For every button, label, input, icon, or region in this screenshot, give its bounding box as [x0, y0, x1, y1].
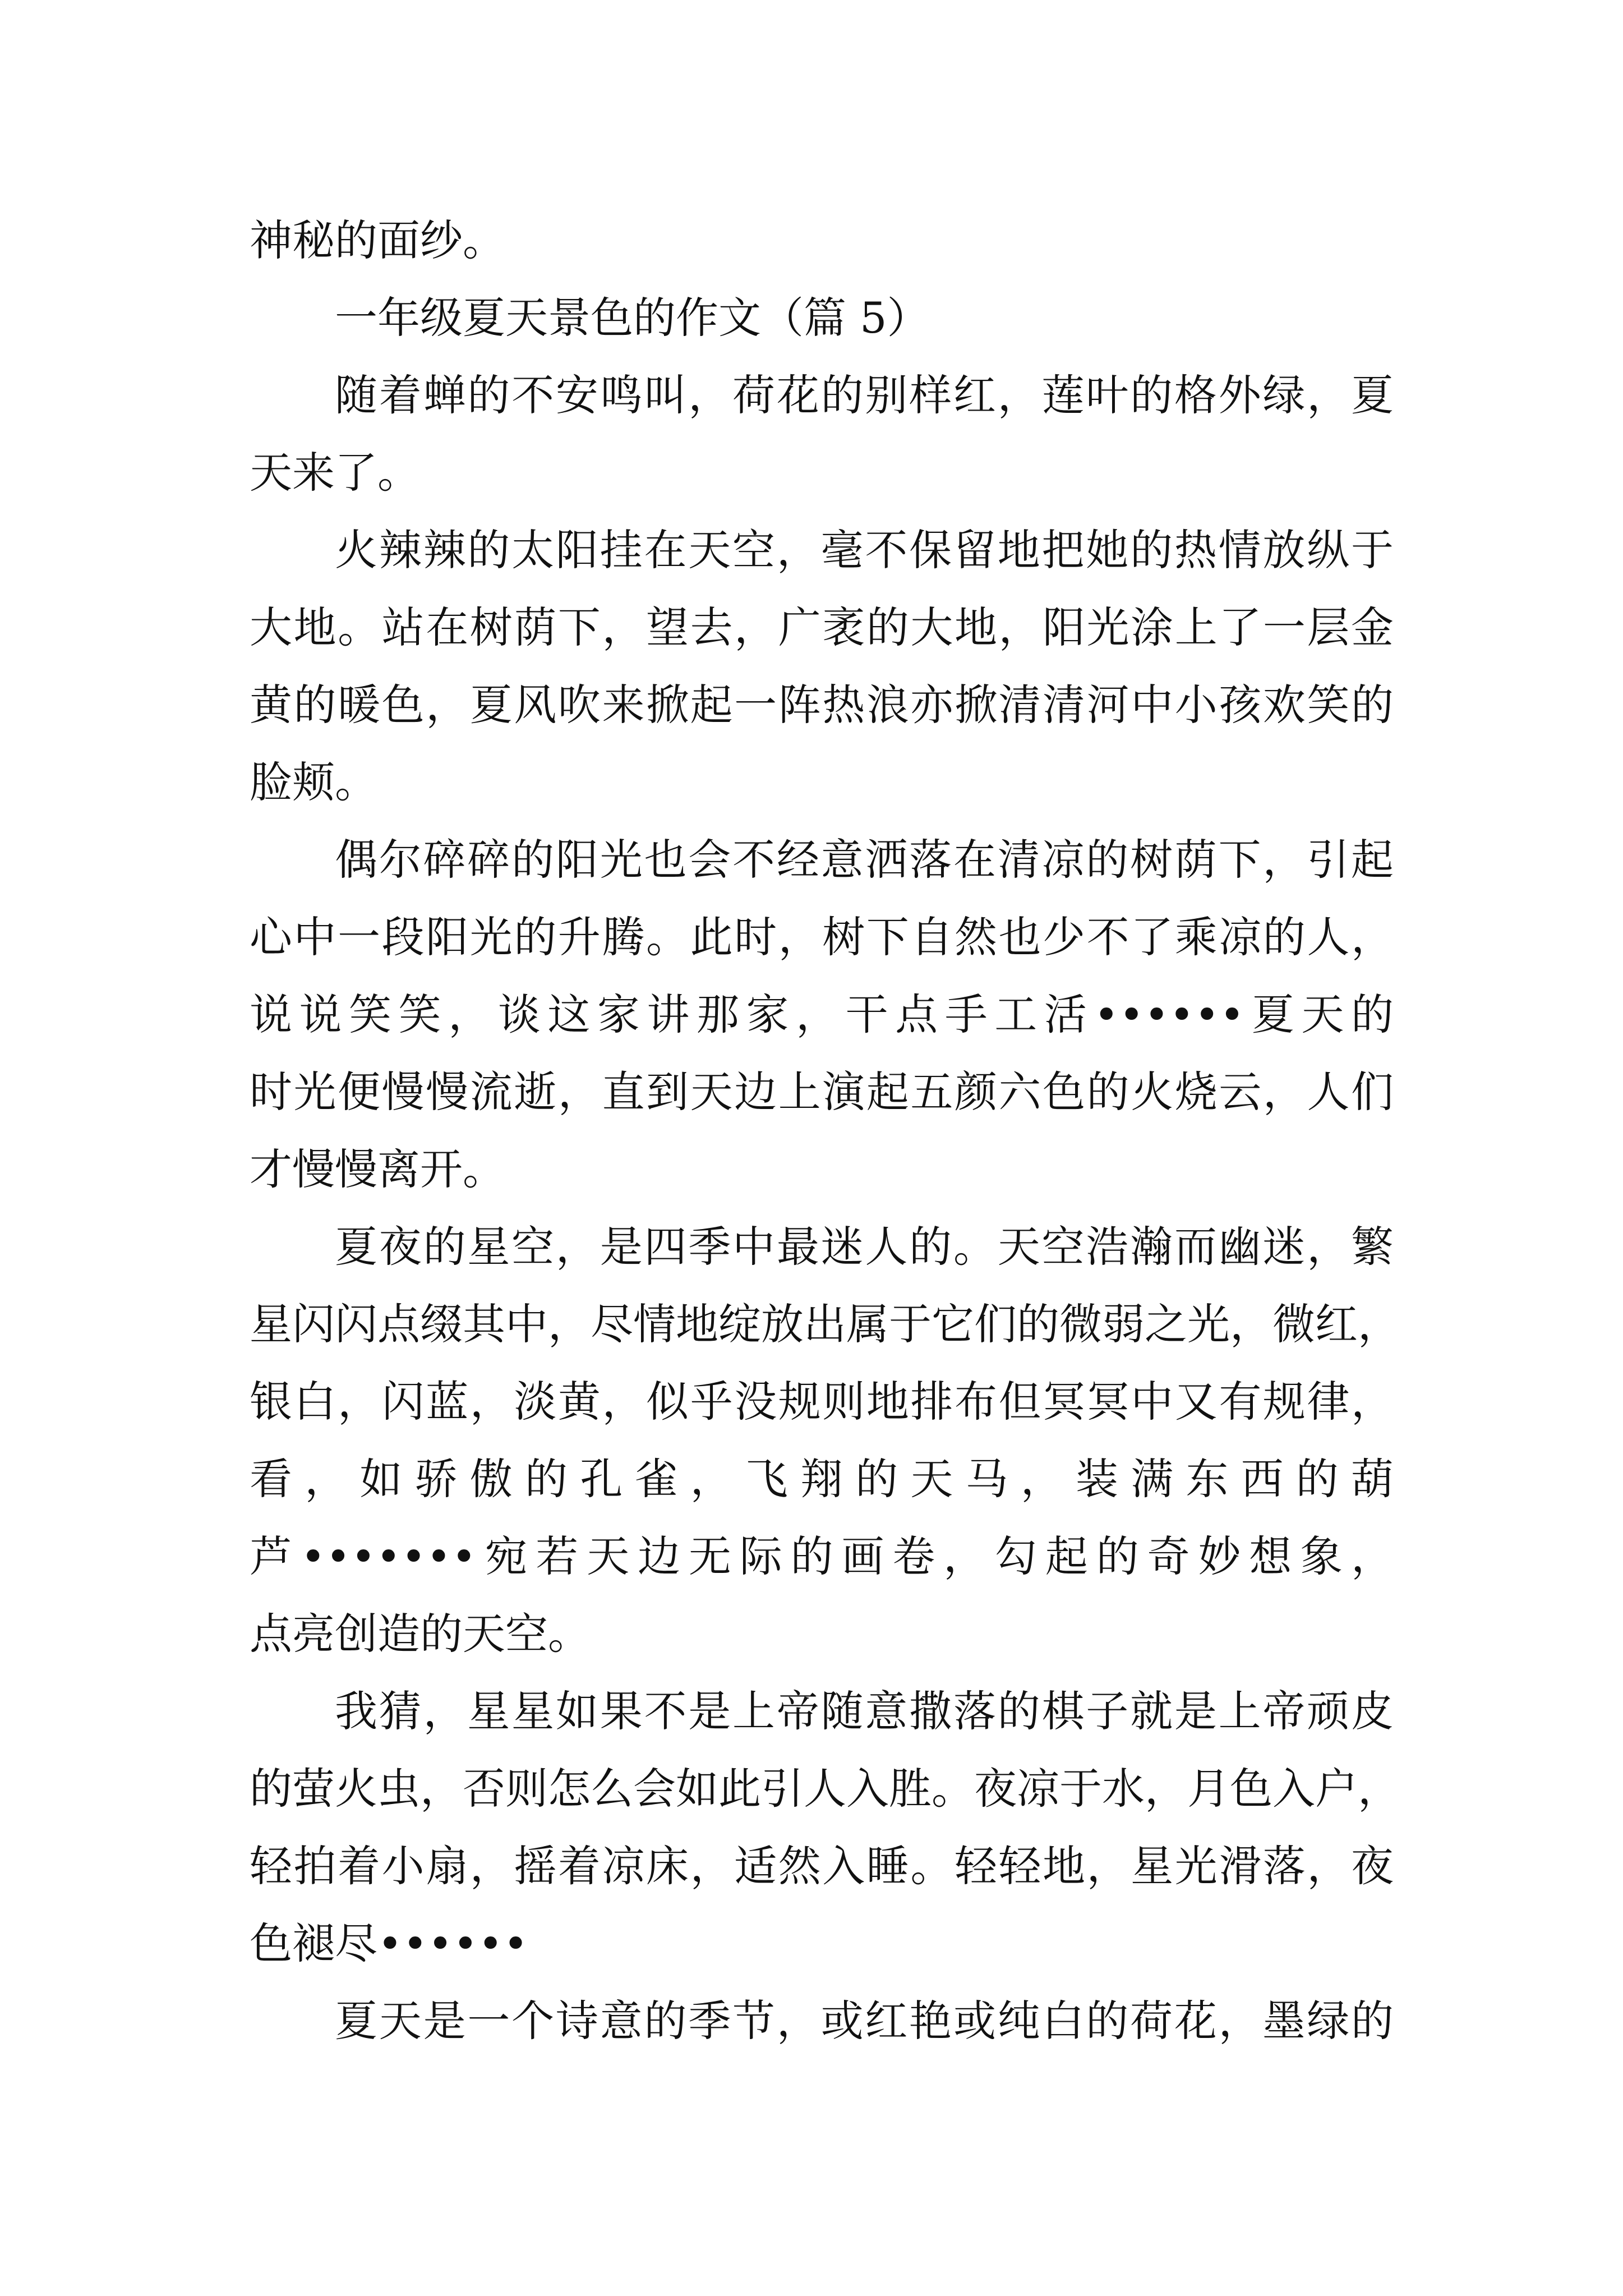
text-line: 心中一段阳光的升腾。此时，树下自然也少不了乘凉的人，	[250, 912, 1394, 962]
text-line: 随着蝉的不安鸣叫，荷花的别样红，莲叶的格外绿，夏	[335, 370, 1394, 420]
essay-heading: 一年级夏天景色的作文（篇 5）	[335, 293, 930, 343]
text-line: 大地。站在树荫下，望去，广袤的大地，阳光涂上了一层金	[250, 602, 1394, 652]
text-line: 脸颊。	[250, 757, 377, 807]
text-line: 点亮创造的天空。	[250, 1609, 591, 1659]
text-line: 神秘的面纱。	[250, 215, 505, 265]
text-line: 星闪闪点缀其中，尽情地绽放出属于它们的微弱之光，微红，	[250, 1299, 1400, 1349]
text-line: 我猜，星星如果不是上帝随意撒落的棋子就是上帝顽皮	[335, 1686, 1394, 1736]
text-line: 时光便慢慢流逝，直到天边上演起五颜六色的火烧云，人们	[250, 1067, 1394, 1117]
text-line: 的萤火虫，否则怎么会如此引人入胜。夜凉于水，月色入户，	[250, 1764, 1400, 1814]
text-line: 偶尔碎碎的阳光也会不经意洒落在清凉的树荫下，引起	[335, 835, 1394, 885]
text-line: 银白，闪蓝，淡黄，似乎没规则地排布但冥冥中又有规律，	[250, 1377, 1394, 1427]
text-line: 看，如骄傲的孔雀，飞翔的天马，装满东西的葫	[250, 1454, 1394, 1504]
text-line: 天来了。	[250, 448, 420, 498]
text-line: 说说笑笑，谈这家讲那家，干点手工活••••••夏天的	[250, 990, 1394, 1039]
document-body	[250, 202, 1400, 2060]
text-line: 火辣辣的太阳挂在天空，毫不保留地把她的热情放纵于	[335, 525, 1394, 575]
text-line: 芦•••••••宛若天边无际的画卷，勾起的奇妙想象，	[250, 1531, 1394, 1581]
text-line: 黄的暖色，夏风吹来掀起一阵热浪亦掀清清河中小孩欢笑的	[250, 680, 1394, 730]
text-line: 色褪尽••••••	[250, 1918, 528, 1968]
text-line: 夏夜的星空，是四季中最迷人的。天空浩瀚而幽迷，繁	[335, 1222, 1394, 1272]
text-line: 轻拍着小扇，摇着凉床，适然入睡。轻轻地，星光滑落，夜	[250, 1841, 1394, 1891]
text-line: 才慢慢离开。	[250, 1144, 505, 1194]
text-line: 夏天是一个诗意的季节，或红艳或纯白的荷花，墨绿的	[335, 1996, 1394, 2046]
